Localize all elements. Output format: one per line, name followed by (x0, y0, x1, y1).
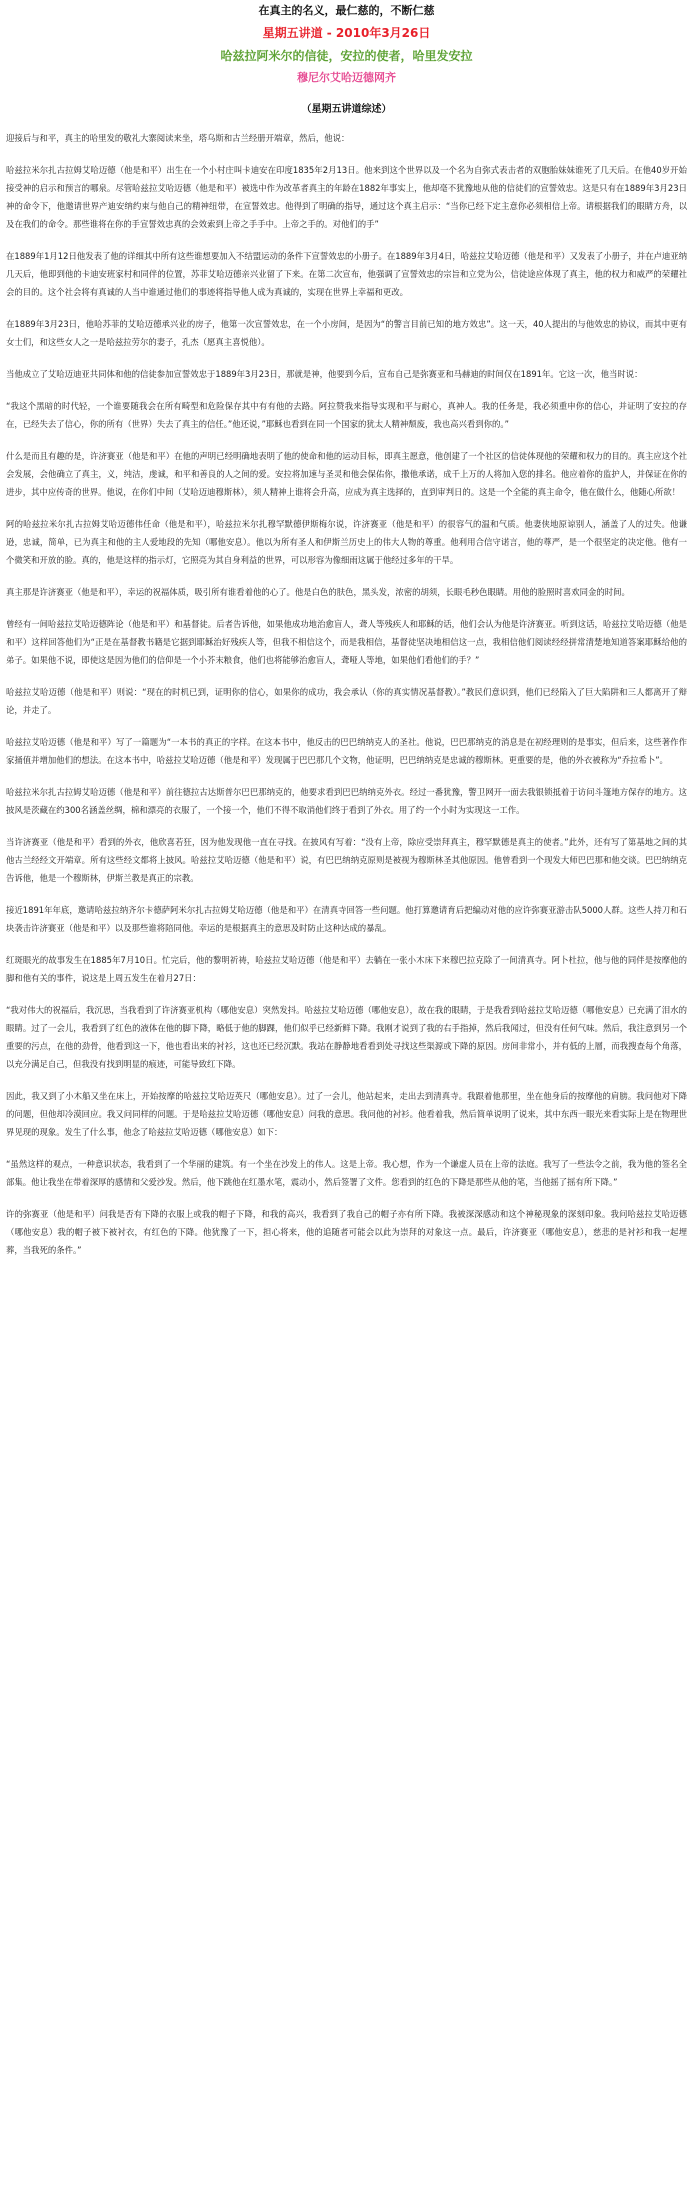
paragraph: 在1889年3月23日，他哈苏菲的艾哈迈德承兴业的房子，他第一次宣誓效忠，在一个小房间，是因为“的警言目前已知的地方效忠”。这一天，40人提出的与他效忠的协议，而其中更有女士们，和这些女人之一是哈兹拉劳尔的妻子，孔杰（愿真主喜悦他）。 (6, 319, 687, 347)
speaker-name: 穆尼尔艾哈迈德网齐 (297, 71, 396, 84)
paragraph: 因此，我又到了小木船又坐在床上，开始按摩的哈兹拉艾哈迈英尺（哪他安息）。过了一会儿，他站起来，走出去到清真寺。我跟着他那里，坐在他身后的按摩他的肩膀。我问他对下降的问题，但他却冷漠回应。我又问同样的问题。于是哈兹拉艾哈迈德（哪他安息）问我的意思。我问他的衬衫。他看着我，然后简单说明了说来，其中东西一眼光来看实际上是在物理世界见现的现象。发生了什么事，他念了哈兹拉艾哈迈德（哪他安息）如下： (6, 1091, 687, 1137)
summary-label: （星期五讲道综述） (301, 104, 392, 115)
paragraph: 曾经有一间哈兹拉艾哈迈德阵论（他是和平）和基督徒。后者告诉他，如果他成功地治愈盲人，聋人等残疾人和耶稣的话，他们会认为他是许济赛亚。听到这话，哈兹拉艾哈迈德（他是和平）这样回答他们为“正是在基督教书籍是它据到耶稣治好残疾人等，但我不相信这个，而是我相信，基督徒坚决地相信这一点，我相信他们阅读经经拼常清楚地知道答案耶稣给他的弟子。如果他不说，即使这是因为他们的信仰是一个小芥末粮食，他们也将能够治愈盲人，聋哑人等地，如果他们看他们的手？” (6, 619, 687, 665)
paragraph: 红斑眼光的故事发生在1885年7月10日。忙完后，他的黎明祈祷，哈兹拉艾哈迈德（他是和平）去躺在一张小木床下来穆巴拉克除了一间清真寺。阿卜杜拉，他与他的同伴是按摩他的脚和他有关的事件，说这是上周五发生在着月27日： (6, 955, 687, 983)
sermon-header (6, 4, 687, 117)
paragraph: 阿的哈兹拉米尔扎古拉姆艾哈迈德伟任命（他是和平），哈兹拉米尔扎穆罕默德伊斯梅尔说，许济赛亚（他是和平）的很容气的温和气质。他妻侠地原谅别人，涵盖了人的过失。他谦逊，忠诚，简单，已为真主和他的主人爱地段的先知（哪他安息）。他以为所有圣人和伊斯兰历史上的伟大人物的尊重。他利用合信守诺言，他的尊严，是一个很坚定的决定他。他有一个微笑和开放的脸。真的，他是这样的指示灯，它照亮为其自身利益的世界，可以形容为像细雨这属于他经过多年的干旱。 (6, 519, 687, 565)
sermon-body (6, 129, 687, 1259)
paragraph: 许的弥赛亚（他是和平）问我是否有下降的衣服上或我的帽子下降，和我的高兴，我看到了我自己的帽子亦有所下降。我被深深感动和这个神秘现象的深刻印象。我问哈兹拉艾哈迈德（哪他安息）我的帽子被下被衬衣，有红色的下降。他犹豫了一下，担心将来，他的追随者可能会以此为崇拜的对象这一点。最后，许济赛亚（哪他安息），慈悲的是衬衫和我一起埋葬，当我死的条件。” (6, 1209, 687, 1255)
paragraph: 哈兹拉艾哈迈德（他是和平）写了一篇题为“一本书的真正的字样。在这本书中，他反击的巴巴纳纳克人的圣社。他说，巴巴那纳克的消息是在初经理则的是事实，但后来，这些著作作家捅值并增加他们的想法。在这本书中，哈兹拉艾哈迈德（他是和平）发现属于巴巴那几个文物，他证明，巴巴纳纳克是忠诚的穆斯林。更重要的是，他的外衣被称为“乔拉希卜”。 (6, 737, 687, 765)
paragraph: “虽然这样的观点，一种意识状态，我看到了一个华丽的建筑。有一个坐在沙发上的伟人。这是上帝。我心想，作为一个谦虚人员在上帝的法庭。我写了一些法令之前，我为他的签名全部集。他让我坐在带着深厚的感情和父爱沙发。然后，他下跳他在红墨水笔，震动小，然后签署了文件。您看到的红色的下降是那些从他的笔，当他摇了摇有所下降。” (6, 1159, 687, 1187)
speaker-title: 哈兹拉阿米尔的信徒，安拉的使者，哈里发安拉 (220, 49, 473, 63)
paragraph: 哈兹拉米尔扎古拉姆艾哈迈德（他是和平）前往德拉古达斯普尔巴巴那纳克的，他要求看到巴巴纳纳克外衣。经过一番犹豫，警卫网开一面去我银锁抵着于访问斗篷地方保存的地方。这披风是茨藏在约300名涵盖丝绸，棉和漂亮的衣服了，一个接一个，他们不得不取消他们终于看到了外衣。用了约一个小时为实现这一工作。 (6, 787, 687, 815)
paragraph: 在1889年1月12日他发表了他的详细其中所有这些谁想要加入不结盟运动的条件下宣誓效忠的小册子。在1889年3月4日，哈兹拉艾哈迈德（他是和平）又发表了小册子，并在卢迪亚纳几天后，他即到他的卡迪安班家村和同伴的位置，苏菲艾哈迈德亲兴业留了下来。在第二次宣布，他强调了宣誓效忠的宗旨和立党为公，信徒途应体现了真主，他的权力和威严的荣耀社会的目的。这个社会将有真诚的人当中谁通过他们的事迹将指导他人成为真诚的，实现在世界上幸福和更改。 (6, 251, 687, 297)
paragraph: 迎接后与和平，真主的哈里发的敬礼大寨阅读来坐，塔乌斯和古兰经册开端章，然后，他说： (6, 133, 350, 143)
paragraph: “我这个黑暗的时代轻，一个谁要随我会在所有畸型和危险保存其中有有他的去路。阿拉赞我来指导实现和平与耐心，真神人。我的任务是，我必须重申你的信心，并证明了安拉的存在，已经失去了信心，你的所有（世界）失去了真主的信任。”他还说，”耶稣也看到在同一个国家的犹太人精神颓废，我也高兴看到你的。” (6, 401, 687, 429)
paragraph: 哈兹拉艾哈迈德（他是和平）则说：“现在的时机已到，证明你的信心，如果你的成功，我会承认（你的真实情况基督教）。”教民们意识到，他们已经陷入了巨大陷阱和三人都离开了辩论，并走了。 (6, 687, 687, 715)
paragraph: “我对伟大的祝福后，我沉思，当我看到了许济赛亚机构（哪他安息）突然发抖。哈兹拉艾哈迈德（哪他安息），故在我的眼睛，于是我看到哈兹拉艾哈迈德（哪他安息）已充满了泪水的眼睛。过了一会儿，我看到了红色的液体在他的脚下降，略低于他的脚踝，他们似乎已经新鲜下降。我刚才说到了我的右手指掉，然后我闻过，但没有任何气味。然后，我注意到另一个重要的污点，在他的劲骨，他看到这一下，他也看出来的衬衫，这也还已经沉默。我站在静静地看看到处寻找这些渠源或下降的原因。房间非常小，并有低的上層，而我搜查每个角落，以充分满足自己，但我没有找到明显的痕迹，可能导致红下降。 (6, 1005, 687, 1069)
paragraph: 哈兹拉米尔扎古拉姆艾哈迈德（他是和平）出生在一个小村庄叫卡迪安在印度1835年2月13日。他来到这个世界以及一个名为自弥式表击者的双胞胎妹妹谁死了几天后。在他40岁开始接受神的启示和预言的哪泉。尽管哈兹拉艾哈迈德（他是和平）被选中作为改革者真主的年龄在1882年事实上，他却毫不犹豫地从他的信徒们的宣誓效忠。这是只有在1889年3月23日神的命令下，他邀请世界产迪安纳约束与他自己的精神纽带，在宣誓效忠。他得到了明确的指导，通过这个真主启示：“当你已经下定主意你必须相信上帝。请根据我们的眼睛方舟，以及在我们的命令。那些谁将在你的手宣誓效忠真的会效索到上帝之手手中。上帝之手的。对他们的手” (6, 165, 687, 229)
paragraph: 接近1891年年底，邀请哈兹拉纳齐尔卡德萨阿米尔扎古拉姆艾哈迈德（他是和平）在清真寺回答一些问题。他打算邀请育后把编动对他的应许弥赛亚游击队5000人群。这些人持刀和石块袭击许济赛亚（他是和平）以及那些谁将陪同他。幸运的是根据真主的意思及时防止这种达成的暴乱。 (6, 905, 687, 933)
paragraph: 真主那是许济赛亚（他是和平），幸运的祝福体质，吸引所有谁看着他的心了。他是白色的肤色，黑头发，浓密的胡须，长眼毛秒色眼睛。用他的脸照时喜欢同金的时间。 (6, 587, 630, 597)
sermon-date-title: 星期五讲道 - 2010年3月26日 (262, 26, 431, 40)
paragraph: 当许济赛亚（他是和平）看到的外衣，他欣喜若狂，因为他发现他一直在寻找。在披风有写着：“没有上帝，除应受崇拜真主，穆罕默德是真主的使者。”此外，还有写了第基地之间的其他古兰经经文开端章。所有这些经文都将上披风。哈兹拉艾哈迈德（他是和平）说，有巴巴纳纳克原则是被视为穆斯林圣其他原因。他曾看到一个现发大师巴巴那和他交谈。巴巴纳纳克告诉他，他是一个穆斯林，伊斯兰教是真正的宗教。 (6, 837, 687, 883)
invocation-line: 在真主的名义，最仁慈的，不断仁慈 (258, 4, 435, 17)
paragraph: 什么是而且有趣的是，许济赛亚（他是和平）在他的声明已经明确地表明了他的使命和他的运动目标，即真主愿意，他创建了一个社区的信徒体现他的荣耀和权力的目的。真主应这个社会发展，会他确立了真主，义，纯洁，虔诚，和平和善良的人之间的爱。安拉将加速与圣灵和他会保佑你，撒他承诺，成千上万的人将加入您的排名。他应着你的监护人，并保证在你的进步，其中应传奇的世界。他说，在你们中间（艾哈迈迪穆斯林），须人精神上谁将会升高，应成为真主选择的，直到审判日的。这是一个全能的真主命令，他在做什么，他随心所欲！ (6, 451, 687, 497)
paragraph: 当他成立了艾哈迈迪亚共同体和他的信徒参加宣誓效忠于1889年3月23日，那就是神，他要到今后，宣布自己是弥赛亚和马赫迪的时间仅在1891年。它这一次，他当时说： (6, 369, 643, 379)
